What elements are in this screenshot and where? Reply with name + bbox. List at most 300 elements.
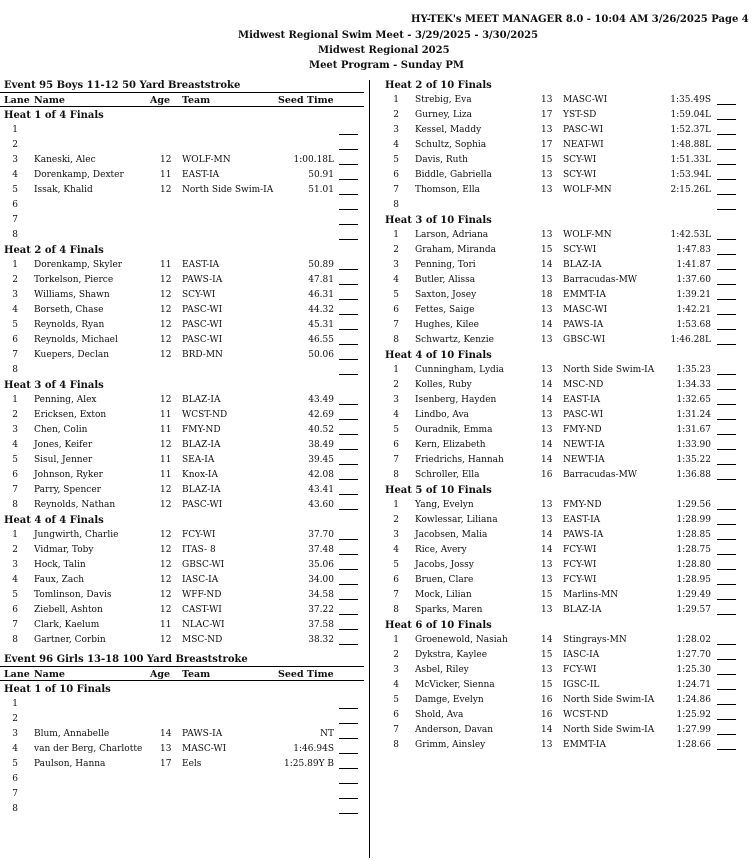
finals-time-blank	[717, 434, 736, 435]
finals-time-blank	[339, 629, 358, 630]
team-code: ITAS- 8	[182, 545, 216, 555]
swimmer-age: 11	[160, 410, 172, 420]
heat-label: Heat 2 of 10 Finals	[385, 80, 492, 91]
column-header-team: Team	[182, 669, 211, 680]
left-column	[0, 78, 364, 817]
team-code: WOLF-MN	[563, 230, 612, 240]
swimmer-age: 13	[541, 410, 553, 420]
seed-time: 1:41.87	[676, 260, 711, 270]
lane-number: 1	[393, 95, 399, 105]
table-row	[381, 108, 754, 123]
lane-number: 5	[12, 759, 18, 769]
seed-time: 1:42.53L	[670, 230, 711, 240]
lane-number: 5	[12, 320, 18, 330]
seed-time: 44.32	[308, 305, 334, 315]
swimmer-age: 18	[541, 290, 553, 300]
seed-time: 1:31.24	[676, 410, 711, 420]
finals-time-blank	[717, 269, 736, 270]
heat-heading	[0, 108, 364, 123]
team-code: FCY-WI	[563, 575, 597, 585]
finals-time-blank	[339, 299, 358, 300]
swimmer-name: Parry, Spencer	[34, 485, 101, 495]
swimmer-age: 12	[160, 575, 172, 585]
finals-time-blank	[717, 734, 736, 735]
table-row	[381, 453, 754, 468]
lane-number: 4	[12, 744, 18, 754]
swimmer-name: Dorenkamp, Dexter	[34, 170, 124, 180]
swimmer-name: Fettes, Saige	[415, 305, 475, 315]
swimmer-age: 13	[541, 230, 553, 240]
lane-number: 2	[12, 140, 18, 150]
seed-time: 1:35.49S	[670, 95, 711, 105]
table-row	[0, 228, 364, 243]
lane-number: 8	[12, 804, 18, 814]
finals-time-blank	[717, 104, 736, 105]
team-code: IGSC-IL	[563, 680, 600, 690]
finals-time-blank	[339, 738, 358, 739]
swimmer-age: 13	[541, 665, 553, 675]
swimmer-name: Ziebell, Ashton	[34, 605, 103, 615]
table-row	[381, 318, 754, 333]
seed-time: 1:28.66	[676, 740, 711, 750]
seed-time: 1:47.83	[676, 245, 711, 255]
table-row	[381, 183, 754, 198]
finals-time-blank	[717, 119, 736, 120]
table-row	[381, 363, 754, 378]
swimmer-name: Reynolds, Ryan	[34, 320, 105, 330]
column-divider	[369, 80, 370, 858]
swimmer-name: Grimm, Ainsley	[415, 740, 486, 750]
team-code: GBSC-WI	[563, 335, 606, 345]
table-row	[381, 168, 754, 183]
table-row	[381, 708, 754, 723]
lane-number: 6	[12, 200, 18, 210]
swimmer-name: Issak, Khalid	[34, 185, 93, 195]
seed-time: 42.69	[308, 410, 334, 420]
column-header-lane: Lane	[4, 95, 30, 106]
swimmer-age: 12	[160, 560, 172, 570]
swimmer-name: McVicker, Sienna	[415, 680, 495, 690]
lane-number: 4	[393, 410, 399, 420]
seed-time: 1:28.99	[676, 515, 711, 525]
team-code: North Side Swim-IA	[182, 185, 274, 195]
swimmer-age: 13	[541, 515, 553, 525]
finals-time-blank	[339, 723, 358, 724]
table-row	[381, 663, 754, 678]
finals-time-blank	[339, 584, 358, 585]
swimmer-age: 13	[541, 605, 553, 615]
team-code: Barracudas-MW	[563, 470, 638, 480]
team-code: BLAZ-IA	[563, 260, 602, 270]
lane-number: 5	[12, 590, 18, 600]
table-row	[0, 453, 364, 468]
swimmer-age: 13	[541, 335, 553, 345]
seed-time: 50.89	[308, 260, 334, 270]
lane-number: 6	[393, 305, 399, 315]
finals-time-blank	[339, 419, 358, 420]
column-header	[0, 667, 364, 682]
seed-time: 1:48.88L	[670, 140, 711, 150]
team-code: EMMT-IA	[563, 740, 606, 750]
heat-label: Heat 1 of 10 Finals	[4, 684, 111, 695]
seed-time: 43.60	[308, 500, 334, 510]
lane-number: 3	[12, 425, 18, 435]
swimmer-age: 13	[541, 560, 553, 570]
table-row	[0, 288, 364, 303]
swimmer-name: Schwartz, Kenzie	[415, 335, 495, 345]
finals-time-blank	[339, 209, 358, 210]
swimmer-age: 13	[541, 125, 553, 135]
team-code: Knox-IA	[182, 470, 218, 480]
swimmer-name: Sisul, Jenner	[34, 455, 93, 465]
lane-number: 2	[12, 545, 18, 555]
seed-time: 1:59.04L	[670, 110, 711, 120]
swimmer-name: Lindbo, Ava	[415, 410, 469, 420]
table-row	[381, 378, 754, 393]
swimmer-name: Hock, Talin	[34, 560, 86, 570]
swimmer-age: 14	[541, 380, 553, 390]
seed-time: 1:29.49	[676, 590, 711, 600]
seed-time: 37.70	[308, 530, 334, 540]
team-code: CAST-WI	[182, 605, 222, 615]
swimmer-name: Strebig, Eva	[415, 95, 472, 105]
lane-number: 6	[393, 170, 399, 180]
swimmer-age: 13	[541, 95, 553, 105]
team-code: Eels	[182, 759, 202, 769]
finals-time-blank	[717, 209, 736, 210]
team-code: PASC-WI	[563, 125, 604, 135]
lane-number: 7	[12, 350, 18, 360]
swimmer-name: Jones, Keifer	[34, 440, 93, 450]
team-code: NEWT-IA	[563, 440, 605, 450]
seed-time: 1:53.94L	[670, 170, 711, 180]
lane-number: 3	[393, 530, 399, 540]
table-row	[0, 498, 364, 513]
seed-time: 46.31	[308, 290, 334, 300]
finals-time-blank	[339, 164, 358, 165]
swimmer-name: Thomson, Ella	[415, 185, 480, 195]
seed-time: 50.06	[308, 350, 334, 360]
table-row	[0, 303, 364, 318]
team-code: MSC-ND	[182, 635, 223, 645]
swimmer-age: 13	[541, 185, 553, 195]
program-title: Meet Program - Sunday PM	[309, 60, 464, 71]
finals-time-blank	[717, 239, 736, 240]
meet-subtitle: Midwest Regional 2025	[318, 45, 450, 56]
column-header-seed: Seed Time	[278, 669, 334, 680]
team-code: Stingrays-MN	[563, 635, 627, 645]
seed-time: 1:25.89Y B	[284, 759, 334, 769]
finals-time-blank	[339, 374, 358, 375]
finals-time-blank	[717, 479, 736, 480]
finals-time-blank	[339, 449, 358, 450]
swimmer-age: 12	[160, 350, 172, 360]
swimmer-age: 12	[160, 635, 172, 645]
table-row	[0, 138, 364, 153]
table-row	[381, 693, 754, 708]
finals-time-blank	[717, 299, 736, 300]
swimmer-name: van der Berg, Charlotte	[34, 744, 143, 754]
lane-number: 6	[393, 575, 399, 585]
team-code: BLAZ-IA	[182, 395, 221, 405]
lane-number: 1	[12, 699, 18, 709]
team-code: EAST-IA	[182, 260, 220, 270]
seed-time: 1:53.68	[676, 320, 711, 330]
finals-time-blank	[717, 704, 736, 705]
column-header-team: Team	[182, 95, 211, 106]
table-row	[381, 558, 754, 573]
lane-number: 1	[393, 365, 399, 375]
swimmer-name: Rice, Avery	[415, 545, 467, 555]
seed-time: 46.55	[308, 335, 334, 345]
lane-number: 6	[12, 335, 18, 345]
swimmer-age: 15	[541, 245, 553, 255]
swimmer-name: Asbel, Riley	[415, 665, 469, 675]
table-row	[0, 468, 364, 483]
swimmer-name: Borseth, Chase	[34, 305, 104, 315]
table-row	[0, 198, 364, 213]
lane-number: 6	[12, 470, 18, 480]
finals-time-blank	[717, 344, 736, 345]
seed-time: NT	[320, 729, 334, 739]
lane-number: 3	[12, 155, 18, 165]
team-code: MSC-ND	[563, 380, 604, 390]
finals-time-blank	[339, 599, 358, 600]
finals-time-blank	[339, 404, 358, 405]
seed-time: 1:28.95	[676, 575, 711, 585]
lane-number: 2	[12, 410, 18, 420]
team-code: GBSC-WI	[182, 560, 225, 570]
swimmer-age: 11	[160, 470, 172, 480]
table-row	[0, 558, 364, 573]
swimmer-name: Reynolds, Michael	[34, 335, 118, 345]
table-row	[0, 483, 364, 498]
finals-time-blank	[339, 284, 358, 285]
seed-time: 1:32.65	[676, 395, 711, 405]
swimmer-age: 14	[541, 440, 553, 450]
finals-time-blank	[717, 659, 736, 660]
seed-time: 34.58	[308, 590, 334, 600]
table-row	[381, 303, 754, 318]
team-code: North Side Swim-IA	[563, 695, 655, 705]
seed-time: 1:29.57	[676, 605, 711, 615]
swimmer-name: Anderson, Davan	[415, 725, 494, 735]
swimmer-name: Friedrichs, Hannah	[415, 455, 504, 465]
lane-number: 3	[12, 560, 18, 570]
swimmer-age: 17	[160, 759, 172, 769]
swimmer-name: Johnson, Ryker	[34, 470, 103, 480]
swimmer-name: Biddle, Gabriella	[415, 170, 492, 180]
lane-number: 5	[393, 290, 399, 300]
table-row	[381, 498, 754, 513]
swimmer-name: Faux, Zach	[34, 575, 85, 585]
swimmer-name: Paulson, Hanna	[34, 759, 106, 769]
team-code: FMY-ND	[563, 500, 602, 510]
swimmer-age: 13	[541, 425, 553, 435]
seed-time: 2:15.26L	[670, 185, 711, 195]
table-row	[0, 618, 364, 633]
swimmer-age: 12	[160, 500, 172, 510]
heat-heading	[381, 483, 754, 498]
finals-time-blank	[717, 389, 736, 390]
lane-number: 8	[393, 200, 399, 210]
event-title: Event 96 Girls 13-18 100 Yard Breaststroke	[4, 654, 248, 665]
seed-time: 51.01	[308, 185, 334, 195]
lane-number: 5	[393, 425, 399, 435]
finals-time-blank	[339, 479, 358, 480]
seed-time: 1:27.70	[676, 650, 711, 660]
team-code: BLAZ-IA	[182, 440, 221, 450]
team-code: Barracudas-MW	[563, 275, 638, 285]
table-row	[381, 723, 754, 738]
swimmer-name: Penning, Tori	[415, 260, 476, 270]
swimmer-age: 13	[541, 305, 553, 315]
team-code: BLAZ-IA	[563, 605, 602, 615]
swimmer-age: 13	[541, 275, 553, 285]
lane-number: 3	[12, 290, 18, 300]
heat-heading	[381, 213, 754, 228]
swimmer-name: Vidmar, Toby	[34, 545, 94, 555]
table-row	[381, 333, 754, 348]
swimmer-name: Blum, Annabelle	[34, 729, 110, 739]
seed-time: 1:28.02	[676, 635, 711, 645]
seed-time: 1:28.80	[676, 560, 711, 570]
swimmer-age: 12	[160, 590, 172, 600]
team-code: FCY-WI	[563, 545, 597, 555]
team-code: EAST-IA	[563, 515, 601, 525]
heat-label: Heat 3 of 10 Finals	[385, 215, 492, 226]
team-code: SCY-WI	[182, 290, 216, 300]
seed-time: 1:29.56	[676, 500, 711, 510]
column-header-name: Name	[34, 95, 65, 106]
table-row	[0, 802, 364, 817]
table-row	[0, 423, 364, 438]
table-row	[0, 787, 364, 802]
finals-time-blank	[717, 449, 736, 450]
finals-time-blank	[339, 269, 358, 270]
team-code: SEA-IA	[182, 455, 215, 465]
team-code: PAWS-IA	[563, 530, 604, 540]
seed-time: 1:51.33L	[670, 155, 711, 165]
team-code: BLAZ-IA	[182, 485, 221, 495]
seed-time: 1:36.88	[676, 470, 711, 480]
swimmer-name: Ericksen, Exton	[34, 410, 107, 420]
lane-number: 2	[393, 380, 399, 390]
lane-number: 8	[12, 635, 18, 645]
finals-time-blank	[339, 783, 358, 784]
finals-time-blank	[339, 554, 358, 555]
swimmer-age: 17	[541, 110, 553, 120]
team-code: NEWT-IA	[563, 455, 605, 465]
heat-heading	[0, 513, 364, 528]
finals-time-blank	[717, 284, 736, 285]
swimmer-name: Saxton, Josey	[415, 290, 477, 300]
finals-time-blank	[339, 509, 358, 510]
team-code: PASC-WI	[182, 500, 223, 510]
table-row	[0, 408, 364, 423]
heat-label: Heat 3 of 4 Finals	[4, 380, 104, 391]
team-code: SCY-WI	[563, 155, 597, 165]
swimmer-name: Williams, Shawn	[34, 290, 110, 300]
header-rule	[0, 680, 364, 681]
lane-number: 8	[393, 470, 399, 480]
finals-time-blank	[717, 584, 736, 585]
heat-label: Heat 4 of 10 Finals	[385, 350, 492, 361]
table-row	[381, 468, 754, 483]
team-code: FCY-WI	[563, 560, 597, 570]
seed-time: 1:34.33	[676, 380, 711, 390]
finals-time-blank	[339, 813, 358, 814]
swimmer-name: Sparks, Maren	[415, 605, 483, 615]
table-row	[0, 697, 364, 712]
lane-number: 1	[12, 260, 18, 270]
team-code: EAST-IA	[182, 170, 220, 180]
swimmer-name: Schroller, Ella	[415, 470, 480, 480]
seed-time: 38.49	[308, 440, 334, 450]
team-code: NLAC-WI	[182, 620, 225, 630]
table-row	[0, 318, 364, 333]
swimmer-name: Kuepers, Declan	[34, 350, 110, 360]
lane-number: 7	[393, 185, 399, 195]
column-header-seed: Seed Time	[278, 95, 334, 106]
swimmer-age: 12	[160, 440, 172, 450]
swimmer-age: 11	[160, 260, 172, 270]
heat-heading	[381, 348, 754, 363]
lane-number: 3	[12, 729, 18, 739]
finals-time-blank	[717, 689, 736, 690]
lane-number: 1	[393, 230, 399, 240]
swimmer-name: Gurney, Liza	[415, 110, 472, 120]
lane-number: 2	[12, 275, 18, 285]
seed-time: 1:42.21	[676, 305, 711, 315]
swimmer-name: Jacobsen, Malia	[415, 530, 488, 540]
team-code: EMMT-IA	[563, 290, 606, 300]
table-row	[0, 633, 364, 648]
table-row	[0, 528, 364, 543]
table-row	[381, 138, 754, 153]
finals-time-blank	[717, 134, 736, 135]
lane-number: 1	[12, 125, 18, 135]
seed-time: 47.81	[308, 275, 334, 285]
team-code: IASC-IA	[182, 575, 219, 585]
swimmer-age: 16	[541, 695, 553, 705]
lane-number: 4	[393, 140, 399, 150]
finals-time-blank	[717, 149, 736, 150]
event-heading	[0, 78, 364, 93]
swimmer-age: 12	[160, 290, 172, 300]
table-row	[381, 513, 754, 528]
lane-number: 7	[12, 215, 18, 225]
finals-time-blank	[717, 509, 736, 510]
team-code: FMY-ND	[182, 425, 221, 435]
seed-time: 1:46.28L	[670, 335, 711, 345]
event-heading	[0, 652, 364, 667]
heat-heading	[0, 378, 364, 393]
team-code: MASC-WI	[563, 305, 608, 315]
team-code: WCST-ND	[182, 410, 228, 420]
team-code: FCY-WI	[182, 530, 216, 540]
finals-time-blank	[339, 798, 358, 799]
finals-time-blank	[339, 329, 358, 330]
swimmer-name: Cunningham, Lydia	[415, 365, 505, 375]
team-code: WCST-ND	[563, 710, 609, 720]
software-page-line: HY-TEK's MEET MANAGER 8.0 - 10:04 AM 3/26/2025 Page 4	[411, 14, 749, 25]
lane-number: 6	[393, 710, 399, 720]
swimmer-age: 14	[541, 725, 553, 735]
finals-time-blank	[717, 404, 736, 405]
finals-time-blank	[339, 134, 358, 135]
finals-time-blank	[717, 179, 736, 180]
